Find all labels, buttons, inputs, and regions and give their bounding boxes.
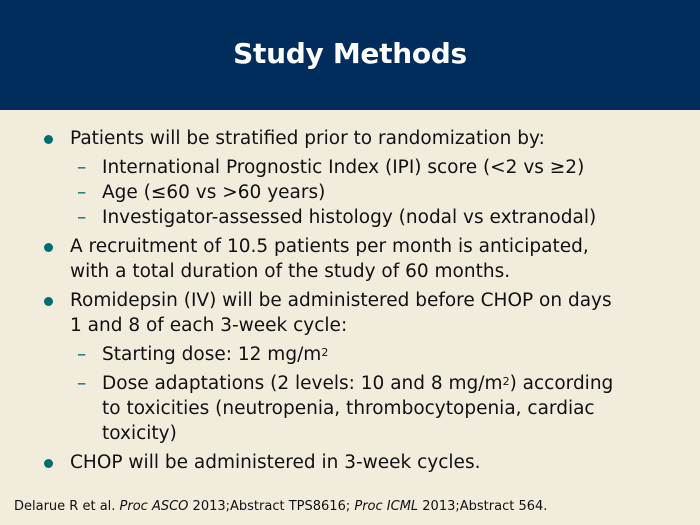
dash-icon: – [77,344,87,365]
dash-icon: – [77,182,87,203]
bullet-dot-icon [44,297,53,306]
sub-bullet-histology: – Investigator-assessed histology (nodal vs extranodal) [77,207,597,228]
dash-icon: – [77,157,87,178]
slide-header [0,0,700,110]
bullet-dot-icon [44,459,53,468]
dash-icon: – [77,207,87,228]
sub-bullet-dose-adaptations: – Dose adaptations (2 levels: 10 and 8 $mg/m^2$) according to toxicities (neutropenia, thrombocytopenia, cardiac toxicity) [77,373,614,444]
citation-footer: Delarue R et al. Proc ASCO 2013;Abstract TPS8616; Proc ICML 2013;Abstract 564. [14,499,548,514]
sub-bullet-age: – Age (≤60 vs >60 years) [77,182,326,203]
bullet-dot-icon [44,243,53,252]
bullet-recruitment: A recruitment of 10.5 patients per month is anticipated, with a total duration of the study of 60 months. [44,234,684,284]
sub-bullet-ipi: – International Prognostic Index (IPI) score (<2 vs ≥2) [77,157,585,178]
bullet-chop: CHOP will be administered in 3-week cycles. [44,450,684,475]
sub-bullet-starting-dose: – Starting dose: 12 $mg/m^2$ [77,344,329,365]
slide-body [44,126,684,479]
bullet-stratification: Patients will be stratified prior to randomization by: [44,126,684,151]
slide-title: Study Methods [233,36,467,70]
bullet-dot-icon [44,135,53,144]
bullet-romidepsin: Romidepsin (IV) will be administered before CHOP on days 1 and 8 of each 3-week cycle: [44,288,684,338]
dash-icon: – [77,373,87,394]
